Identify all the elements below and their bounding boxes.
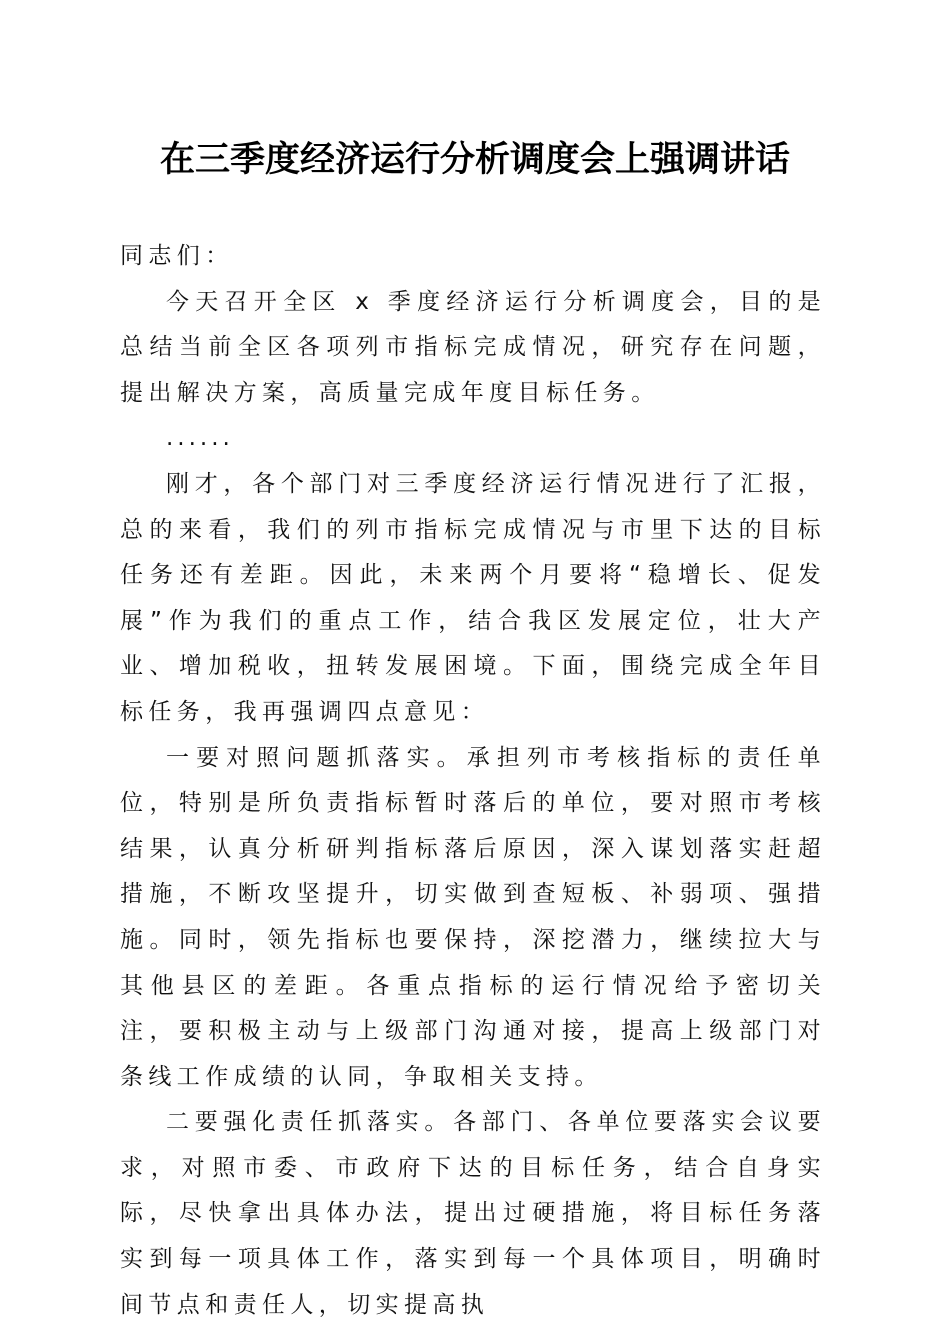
- paragraph-point-one: 一要对照问题抓落实。承担列市考核指标的责任单位，特别是所负责指标暂时落后的单位，要对照市考核结果，认真分析研判指标落后原因，深入谋划落实赶超措施，不断攻坚提升，切实做到查短板、补弱项、强措施。同时，领先指标也要保持，深挖潜力，继续拉大与其他县区的差距。各重点指标的运行情况给予密切关注，要积极主动与上级部门沟通对接，提高上级部门对条线工作成绩的认同，争取相关支持。: [120, 744, 826, 1090]
- paragraph-ellipsis: ......: [166, 425, 234, 452]
- paragraph-intro: 今天召开全区 x 季度经济运行分析调度会，目的是总结当前全区各项列市指标完成情况，研究存在问题，提出解决方案，高质量完成年度目标任务。: [120, 288, 826, 406]
- document-body: [120, 234, 826, 1328]
- document-title: 在三季度经济运行分析调度会上强调讲话: [159, 139, 790, 180]
- paragraph-point-two: 二要强化责任抓落实。各部门、各单位要落实会议要求，对照市委、市政府下达的目标任务，结合自身实际，尽快拿出具体办法，提出过硬措施，将目标任务落实到每一项具体工作，落实到每一个具体项目，明确时间节点和责任人，切实提高执: [120, 1109, 826, 1318]
- salutation: 同志们：: [120, 243, 234, 269]
- paragraph-overview: 刚才，各个部门对三季度经济运行情况进行了汇报，总的来看，我们的列市指标完成情况与市里下达的目标任务还有差距。因此，未来两个月要将“稳增长、促发展”作为我们的重点工作，结合我区发展定位，壮大产业、增加税收，扭转发展困境。下面，围绕完成全年目标任务，我再强调四点意见：: [120, 470, 826, 725]
